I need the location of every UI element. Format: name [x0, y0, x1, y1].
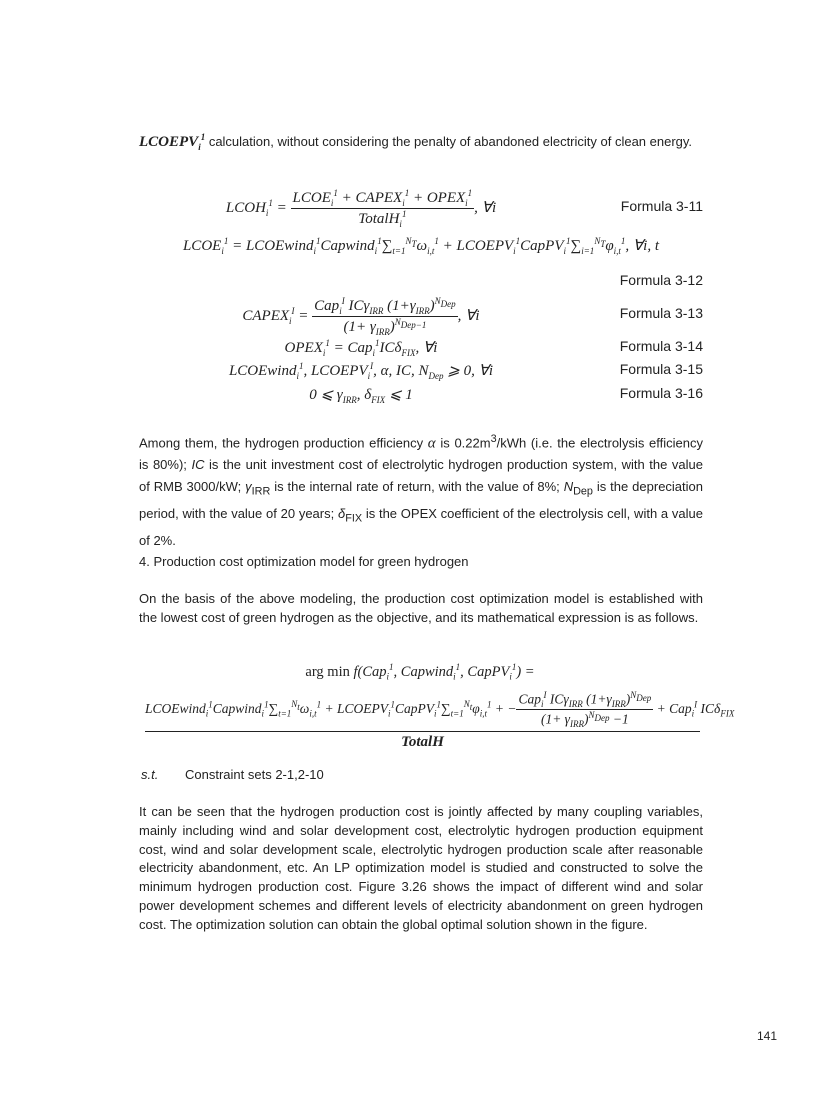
intro-symbol: $LCOEPV_i^1$ — [139, 132, 206, 152]
intro-paragraph — [139, 127, 703, 158]
formula-label: Formula 3-13 — [619, 305, 703, 321]
formula-3-14 — [139, 338, 703, 360]
formula-3-16 — [139, 385, 703, 407]
formula-expression: $OPEX_i^1 = Cap_i^1IC\delta_{FIX}$, ∀i — [284, 338, 438, 358]
formula-label: Formula 3-16 — [619, 385, 703, 401]
constraint-line — [141, 767, 324, 782]
st-label: s.t. — [141, 767, 159, 782]
formula-expression: $LCOE_i^1$ = $LCOEwind_i^1Capwind_i^1\sum_{t=1}^{N_T}\omega_{i,t}^1$ + $LCOEPV_i^1CapPV_i^1\sum_{i=1}^{N_T}\varphi_{i,t}^1$, ∀i, t — [182, 236, 660, 256]
formula-3-11 — [139, 188, 703, 229]
formula-expression: LCOEwind$_i^1$, $LCOEPV_i^I$, α, IC, $N_{Dep}$ ⩾ 0, ∀i — [228, 361, 494, 381]
formula-label: Formula 3-15 — [619, 361, 703, 377]
formula-expression: $LCOH_i^1$ = $\frac{LCOE_i^1 + CAPEX_i^1 + OPEX_i^1}{TotalH_i^1}$ , ∀i — [225, 188, 497, 229]
formula-3-12 — [139, 236, 703, 288]
objective-function-line1: arg min f(Cap$_i^1$, Capwind$_i^1$, CapPV$_i^1$) = — [305, 662, 535, 682]
formula-expression: 0 ⩽ $\gamma_{IRR}$, $\delta_{FIX}$ ⩽ 1 — [309, 387, 413, 405]
parameter-paragraph: Among them, the hydrogen production efficiency α is $0.22m^3$/kWh (i.e. the electrolysis efficiency is 80%); IC is the unit investment cost of electrolytic hydrogen production system, with the value of RMB 3000/kW; $\gamma_{IRR}$ is the internal rate of return, with the value of 8%; $N_{Dep}$ is the depreciation period, with the value of 20 years; $\delta_{FIX}$ is the OPEX coefficient of the electrolysis cell, with a value of 2%. — [139, 433, 704, 548]
section-heading: 4. Production cost optimization model for green hydrogen — [139, 554, 469, 569]
objective-denominator: TotalH — [401, 734, 444, 751]
formula-label: Formula 3-11 — [620, 198, 703, 214]
model-intro-paragraph: On the basis of the above modeling, the production cost optimization model is established with the lowest cost of green hydrogen as the objective, and its mathematical expression is as follows. — [139, 591, 703, 625]
objective-numerator: $LCOEwind_i^1Capwind_i^1\sum_{t=1}^{N_t}\omega_{i,t}^1$ + $LCOEPV_i^1CapPV_i^1\sum_{t=1}^{N_t}\varphi_{i,t}^1$ + − $\frac{Cap_i^I IC\gamma_{IRR} (1+\gamma_{IRR})^{N_{Dep}}}{(1+ \gamma_{IRR})^{N_{Dep}} -1}$ + Cap$_i^I$ ICδ$_{FIX}$ — [145, 690, 700, 732]
formula-3-15 — [139, 361, 703, 383]
formula-label: Formula 3-14 — [619, 338, 703, 354]
formula-label: Formula 3-12 — [619, 272, 703, 288]
intro-text: calculation, without considering the penalty of abandoned electricity of clean energy. — [205, 134, 693, 149]
constraint-text: Constraint sets 2-1,2-10 — [185, 767, 324, 782]
formula-expression: $CAPEX_i^I$ = $\frac{Cap_i^I IC\gamma_{IRR} (1+\gamma_{IRR})^{N_{Dep}}}{(1+ \gamma_{IRR})^{N_{Dep-1}}}$ , ∀i — [242, 296, 480, 337]
objective-function-fraction — [145, 690, 735, 751]
formula-3-13 — [139, 296, 703, 337]
page-number: 141 — [757, 1029, 778, 1043]
conclusion-paragraph: It can be seen that the hydrogen production cost is jointly affected by many coupling variables, mainly including wind and solar development cost, electrolytic hydrogen production equipment cost, wind and solar development scale, electrolytic hydrogen production scale after reasonable electricity abandonment, etc. An LP optimization model is studied and constructed to solve the minimum hydrogen production cost. Figure 3.26 shows the impact of different wind and solar power development schemes and different levels of electricity abandonment on green hydrogen cost. The optimization solution can obtain the global optimal solution shown in the figure. — [139, 804, 703, 932]
